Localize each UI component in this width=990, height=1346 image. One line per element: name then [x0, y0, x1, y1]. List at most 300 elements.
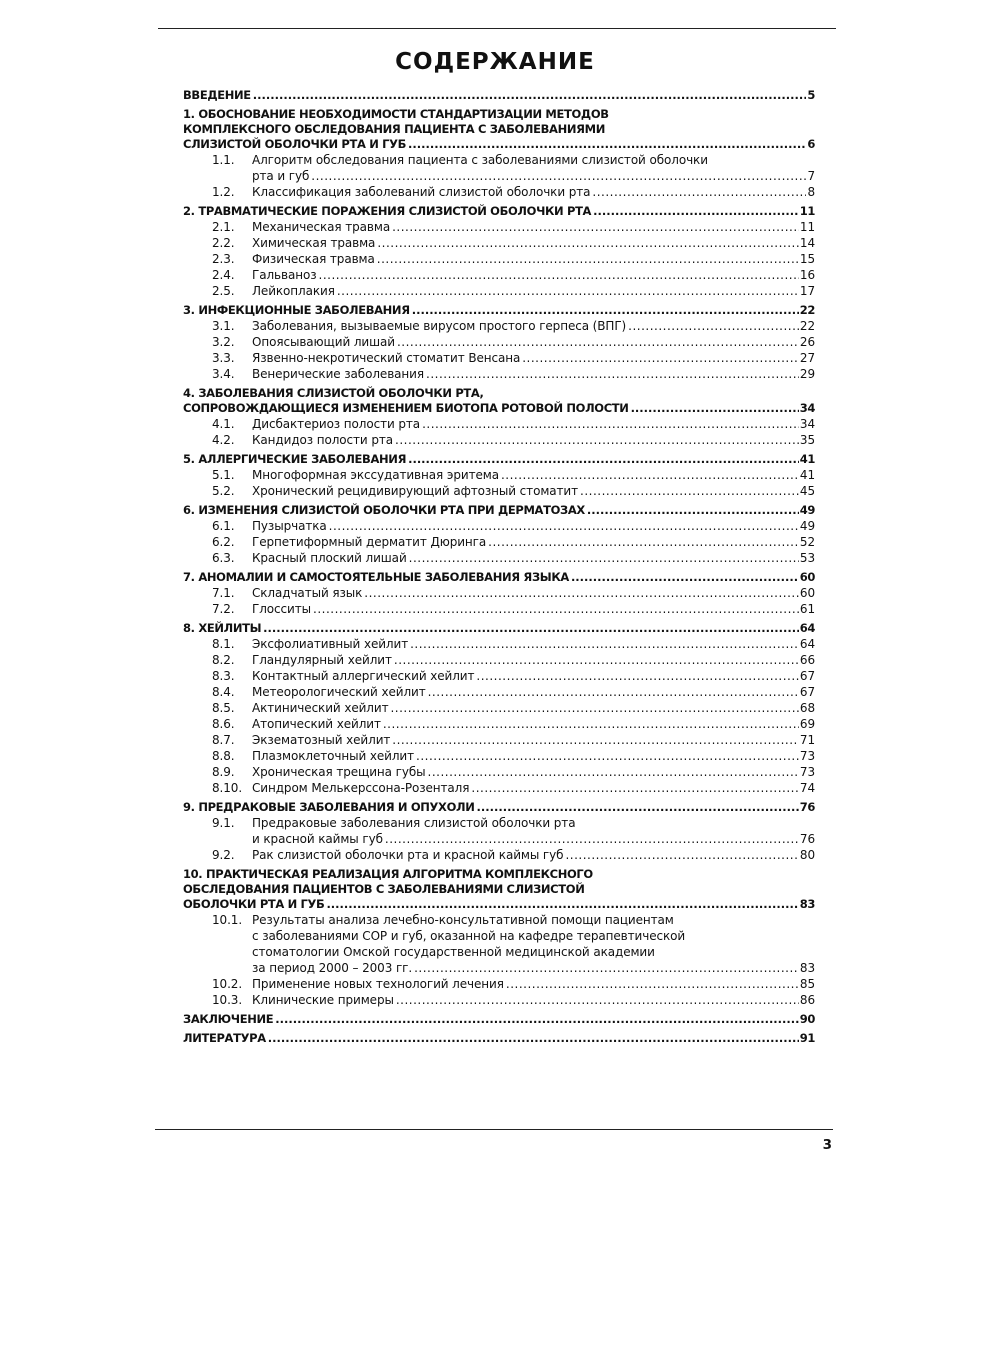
toc-page-number: 60: [799, 570, 815, 584]
toc-item-number: 8.4.: [212, 685, 235, 699]
toc-item-number: 3.4.: [212, 367, 235, 381]
toc-page-number: 27: [799, 351, 815, 365]
toc-item-title: с заболеваниями СОР и губ, оказанной на кафедре терапевтической: [252, 929, 686, 943]
toc-item-number: 3.2.: [212, 335, 235, 349]
toc-section-title: ВВЕДЕНИЕ: [183, 88, 251, 102]
toc-page-number: 73: [799, 749, 815, 763]
toc-page-number: 49: [799, 519, 815, 533]
toc-section-heading-line: [183, 137, 815, 152]
toc-page-number: 22: [799, 303, 815, 317]
toc-leader-dots: [476, 800, 798, 815]
toc-leader-dots: [488, 534, 799, 550]
toc-item-line: [183, 764, 815, 780]
toc-item-title: Кандидоз полости рта: [252, 433, 394, 447]
toc-item-line: [183, 601, 815, 617]
toc-page-number: 16: [799, 268, 815, 282]
toc-item-title: Многоформная экссудативная эритема: [252, 468, 499, 482]
toc-section-heading-line: [183, 570, 815, 585]
toc-page-number: 45: [799, 484, 815, 498]
toc-page-number: 67: [799, 685, 815, 699]
toc-leader-dots: [631, 401, 799, 416]
toc-leader-dots: [313, 601, 799, 617]
toc-page-number: 74: [799, 781, 815, 795]
toc-item-title: Эксфолиативный хейлит: [252, 637, 409, 651]
toc-leader-dots: [414, 960, 799, 976]
toc-item-title: Актинический хейлит: [252, 701, 389, 715]
toc-page-number: 34: [799, 417, 815, 431]
toc-item-number: 10.3.: [212, 993, 243, 1007]
toc-item[interactable]: [183, 684, 815, 700]
toc-section-title: 4. ЗАБОЛЕВАНИЯ СЛИЗИСТОЙ ОБОЛОЧКИ РТА,: [183, 386, 484, 400]
toc-section-heading-line: [183, 303, 815, 318]
toc-page-number: 14: [799, 236, 815, 250]
toc-item-line: [183, 780, 815, 796]
toc-item-title: Гландулярный хейлит: [252, 653, 392, 667]
toc-leader-dots: [628, 318, 799, 334]
toc-page-number: 52: [799, 535, 815, 549]
toc-item-line: [183, 318, 815, 334]
toc-leader-dots: [383, 716, 799, 732]
toc-item[interactable]: [183, 251, 815, 267]
toc-leader-dots: [329, 518, 799, 534]
toc-page-number: 68: [799, 701, 815, 715]
toc-item[interactable]: [183, 267, 815, 283]
toc-leader-dots: [396, 992, 799, 1008]
toc-page-number: 11: [799, 220, 815, 234]
toc-item-number: 8.8.: [212, 749, 235, 763]
toc-item-number: 8.5.: [212, 701, 235, 715]
toc-section[interactable]: [183, 386, 815, 448]
toc-item[interactable]: [183, 601, 815, 617]
toc-leader-dots: [408, 452, 799, 467]
toc-page-number: 17: [799, 284, 815, 298]
toc-leader-dots: [412, 303, 799, 318]
toc-item-number: 3.3.: [212, 351, 235, 365]
toc-item-title: Красный плоский лишай: [252, 551, 407, 565]
toc-leader-dots: [337, 283, 799, 299]
toc-item-line: [183, 251, 815, 267]
toc-leader-dots: [275, 1012, 798, 1027]
toc-item-line: [183, 184, 815, 200]
toc-section-title: 7. АНОМАЛИИ И САМОСТОЯТЕЛЬНЫЕ ЗАБОЛЕВАНИЯ ЯЗЫКА: [183, 570, 569, 584]
toc-item-number: 9.1.: [212, 816, 235, 830]
toc-item-title: Заболевания, вызываемые вирусом простого герпеса (ВПГ): [252, 319, 627, 333]
toc-item[interactable]: [183, 235, 815, 251]
toc-item-title: Предраковые заболевания слизистой оболочки рта: [252, 816, 576, 830]
toc-item-number: 10.2.: [212, 977, 243, 991]
toc-section-title: 8. ХЕЙЛИТЫ: [183, 621, 262, 635]
toc-leader-dots: [580, 483, 799, 499]
toc-item-number: 2.4.: [212, 268, 235, 282]
toc-page-number: 34: [799, 401, 815, 415]
toc-item[interactable]: [183, 764, 815, 780]
toc-item-title: Контактный аллергический хейлит: [252, 669, 475, 683]
toc-page-number: 22: [799, 319, 815, 333]
toc-item-title: Клинические примеры: [252, 993, 394, 1007]
toc-item-line: [183, 992, 815, 1008]
toc-leader-dots: [428, 684, 799, 700]
toc-item[interactable]: [183, 483, 815, 499]
toc-item-number: 8.10.: [212, 781, 243, 795]
toc-item[interactable]: [183, 550, 815, 566]
toc-item[interactable]: [183, 652, 815, 668]
toc-page-number: 91: [799, 1031, 815, 1045]
toc-page-number: 85: [799, 977, 815, 991]
toc-item[interactable]: [183, 366, 815, 382]
toc-section-heading-line: [183, 867, 815, 882]
toc-item-title: Рак слизистой оболочки рта и красной каймы губ: [252, 848, 564, 862]
toc-leader-dots: [268, 1031, 799, 1046]
toc-item-title: Химическая травма: [252, 236, 376, 250]
toc-section-heading-line: [183, 401, 815, 416]
toc-leader-dots: [394, 652, 799, 668]
toc-section-heading-line: [183, 122, 815, 137]
toc-item-title: Экзематозный хейлит: [252, 733, 391, 747]
toc-item-line: [183, 847, 815, 863]
toc-section[interactable]: [183, 107, 815, 200]
toc-page-number: 6: [807, 137, 815, 151]
toc-item[interactable]: [183, 976, 815, 992]
toc-item-title: Лейкоплакия: [252, 284, 335, 298]
toc-leader-dots: [319, 267, 799, 283]
toc-item-number: 6.2.: [212, 535, 235, 549]
toc-page-number: 5: [807, 88, 815, 102]
toc-page-number: 26: [799, 335, 815, 349]
toc-page-number: 73: [799, 765, 815, 779]
toc-item-line: [183, 960, 815, 976]
toc-page-number: 64: [799, 621, 815, 635]
toc-page-number: 60: [799, 586, 815, 600]
toc-section-heading-line: [183, 621, 815, 636]
toc-page-number: 76: [799, 832, 815, 846]
page-title: СОДЕРЖАНИЕ: [395, 49, 595, 75]
toc-item[interactable]: [183, 636, 815, 652]
toc-leader-dots: [364, 585, 799, 601]
toc-page-number: 67: [799, 669, 815, 683]
toc-item-title: и красной каймы губ: [252, 832, 383, 846]
toc-item-title: Синдром Мелькерссона-Розенталя: [252, 781, 470, 795]
toc-leader-dots: [377, 235, 799, 251]
toc-page-number: 64: [799, 637, 815, 651]
toc-item-line: [183, 944, 815, 960]
toc-section-title: КОМПЛЕКСНОГО ОБСЛЕДОВАНИЯ ПАЦИЕНТА С ЗАБОЛЕВАНИЯМИ: [183, 122, 606, 136]
toc-item-line: [183, 636, 815, 652]
toc-item-line: [183, 550, 815, 566]
toc-leader-dots: [571, 570, 799, 585]
toc-section[interactable]: [183, 88, 815, 103]
toc-item[interactable]: [183, 847, 815, 863]
toc-page-number: 83: [799, 897, 815, 911]
toc-section-heading-line: [183, 800, 815, 815]
toc-page-number: 7: [807, 169, 815, 183]
toc-leader-dots: [408, 137, 806, 152]
toc-leader-dots: [326, 897, 798, 912]
toc-section[interactable]: [183, 503, 815, 566]
toc-page-number: 8: [807, 185, 815, 199]
toc-item-title: за период 2000 – 2003 гг.: [252, 961, 413, 975]
toc-section-heading-line: [183, 503, 815, 518]
toc-section-heading-line: [183, 897, 815, 912]
toc-item-line: [183, 684, 815, 700]
toc-item-number: 3.1.: [212, 319, 235, 333]
toc-page-number: 90: [799, 1012, 815, 1026]
toc-item-number: 1.1.: [212, 153, 235, 167]
toc-page-number: 76: [799, 800, 815, 814]
toc-section[interactable]: [183, 800, 815, 863]
toc-leader-dots: [253, 88, 807, 103]
toc-leader-dots: [392, 219, 799, 235]
toc-section-heading-line: [183, 88, 815, 103]
toc-item[interactable]: [183, 780, 815, 796]
toc-item-title: Физическая травма: [252, 252, 375, 266]
toc-item[interactable]: [183, 668, 815, 684]
toc-item-title: Результаты анализа лечебно-консультативной помощи пациентам: [252, 913, 674, 927]
toc-item-title: стоматологии Омской государственной медицинской академии: [252, 945, 655, 959]
toc-leader-dots: [593, 204, 799, 219]
toc-item-line: [183, 168, 815, 184]
toc-item-title: Глосситы: [252, 602, 311, 616]
toc-item-title: Механическая травма: [252, 220, 391, 234]
toc-item-line: [183, 700, 815, 716]
toc-item-line: [183, 467, 815, 483]
toc-leader-dots: [501, 467, 799, 483]
top-rule: [158, 28, 836, 29]
toc-leader-dots: [385, 831, 799, 847]
bottom-rule: [155, 1129, 833, 1130]
toc-page-number: 11: [799, 204, 815, 218]
toc-section[interactable]: [183, 621, 815, 796]
toc-section-title: ОБСЛЕДОВАНИЯ ПАЦИЕНТОВ С ЗАБОЛЕВАНИЯМИ СЛИЗИСТОЙ: [183, 882, 585, 896]
toc-item-line: [183, 334, 815, 350]
toc-item-line: [183, 483, 815, 499]
toc-item[interactable]: [183, 912, 815, 976]
toc-item-title: Гальваноз: [252, 268, 317, 282]
toc-section-heading-line: [183, 107, 815, 122]
toc-item[interactable]: [183, 815, 815, 847]
toc-section[interactable]: [183, 570, 815, 617]
toc-item[interactable]: [183, 716, 815, 732]
toc-item-number: 6.1.: [212, 519, 235, 533]
toc-item-number: 2.2.: [212, 236, 235, 250]
toc-leader-dots: [395, 432, 799, 448]
toc-item-line: [183, 283, 815, 299]
toc-item-line: [183, 928, 815, 944]
toc-item-number: 1.2.: [212, 185, 235, 199]
toc-item-number: 8.3.: [212, 669, 235, 683]
toc-item-title: Атопический хейлит: [252, 717, 381, 731]
toc-leader-dots: [426, 366, 799, 382]
toc-item[interactable]: [183, 184, 815, 200]
toc-item-title: Классификация заболеваний слизистой оболочки рта: [252, 185, 591, 199]
toc-item-line: [183, 716, 815, 732]
toc-item-number: 8.7.: [212, 733, 235, 747]
toc-item-line: [183, 518, 815, 534]
toc-page-number: 80: [799, 848, 815, 862]
toc-leader-dots: [409, 550, 799, 566]
toc-page-number: 83: [799, 961, 815, 975]
toc-item-number: 10.1.: [212, 913, 243, 927]
toc-item-line: [183, 976, 815, 992]
toc-item-line: [183, 652, 815, 668]
toc-item-number: 4.1.: [212, 417, 235, 431]
toc-section[interactable]: [183, 303, 815, 382]
toc-item[interactable]: [183, 748, 815, 764]
toc-leader-dots: [592, 184, 806, 200]
toc-item-title: Хронический рецидивирующий афтозный стоматит: [252, 484, 578, 498]
toc-item-title: Язвенно-некротический стоматит Венсана: [252, 351, 521, 365]
toc-item-number: 5.1.: [212, 468, 235, 482]
toc-item[interactable]: [183, 992, 815, 1008]
toc-item[interactable]: [183, 350, 815, 366]
toc-leader-dots: [263, 621, 799, 636]
page-number: 3: [822, 1137, 832, 1153]
toc-section-heading-line: [183, 1012, 815, 1027]
toc-section-title: ЗАКЛЮЧЕНИЕ: [183, 1012, 274, 1026]
toc-item-line: [183, 534, 815, 550]
toc-page-number: 66: [799, 653, 815, 667]
toc-item[interactable]: [183, 432, 815, 448]
toc-leader-dots: [565, 847, 798, 863]
toc-item-line: [183, 152, 815, 168]
toc-item-line: [183, 815, 815, 831]
toc-item-number: 2.1.: [212, 220, 235, 234]
toc-leader-dots: [522, 350, 799, 366]
toc-item-title: Герпетиформный дерматит Дюринга: [252, 535, 487, 549]
toc-item-title: Хроническая трещина губы: [252, 765, 426, 779]
toc-section-title: 2. ТРАВМАТИЧЕСКИЕ ПОРАЖЕНИЯ СЛИЗИСТОЙ ОБОЛОЧКИ РТА: [183, 204, 592, 218]
toc-item-number: 8.2.: [212, 653, 235, 667]
toc-item-line: [183, 267, 815, 283]
toc-section-title: 9. ПРЕДРАКОВЫЕ ЗАБОЛЕВАНИЯ И ОПУХОЛИ: [183, 800, 475, 814]
toc-item-number: 2.3.: [212, 252, 235, 266]
toc-item-number: 9.2.: [212, 848, 235, 862]
toc-section-title: 6. ИЗМЕНЕНИЯ СЛИЗИСТОЙ ОБОЛОЧКИ РТА ПРИ ДЕРМАТОЗАХ: [183, 503, 585, 517]
toc-item-line: [183, 235, 815, 251]
toc-item[interactable]: [183, 467, 815, 483]
toc-item-number: 2.5.: [212, 284, 235, 298]
toc-item-title: Плазмоклеточный хейлит: [252, 749, 415, 763]
toc-item-line: [183, 831, 815, 847]
toc-item[interactable]: [183, 283, 815, 299]
toc-page-number: 69: [799, 717, 815, 731]
toc-section[interactable]: [183, 867, 815, 1008]
toc-page-number: 15: [799, 252, 815, 266]
toc-section-title: ОБОЛОЧКИ РТА И ГУБ: [183, 897, 325, 911]
toc-item[interactable]: [183, 534, 815, 550]
toc-page-number: 35: [799, 433, 815, 447]
toc-section[interactable]: [183, 204, 815, 299]
toc-page-number: 53: [799, 551, 815, 565]
toc-section-title: 10. ПРАКТИЧЕСКАЯ РЕАЛИЗАЦИЯ АЛГОРИТМА КОМПЛЕКСНОГО: [183, 867, 593, 881]
toc-page-number: 49: [799, 503, 815, 517]
toc-item-title: Складчатый язык: [252, 586, 363, 600]
toc-leader-dots: [377, 251, 799, 267]
toc-item-number: 4.2.: [212, 433, 235, 447]
toc-item[interactable]: [183, 416, 815, 432]
toc-leader-dots: [410, 636, 799, 652]
toc-item[interactable]: [183, 318, 815, 334]
toc-item[interactable]: [183, 152, 815, 184]
toc-item-title: Дисбактериоз полости рта: [252, 417, 421, 431]
toc-item-title: Опоясывающий лишай: [252, 335, 395, 349]
toc-item[interactable]: [183, 585, 815, 601]
toc-item-title: Применение новых технологий лечения: [252, 977, 504, 991]
toc-item-title: Пузырчатка: [252, 519, 327, 533]
toc-section[interactable]: [183, 452, 815, 499]
toc-leader-dots: [428, 764, 799, 780]
toc-section-heading-line: [183, 452, 815, 467]
toc-item-line: [183, 219, 815, 235]
toc-item-number: 8.9.: [212, 765, 235, 779]
toc-item-number: 8.1.: [212, 637, 235, 651]
toc-section-title: СЛИЗИСТОЙ ОБОЛОЧКИ РТА И ГУБ: [183, 137, 407, 151]
toc-item-title: Метеорологический хейлит: [252, 685, 426, 699]
toc-leader-dots: [397, 334, 799, 350]
toc-item-number: 8.6.: [212, 717, 235, 731]
toc-page-number: 29: [799, 367, 815, 381]
toc-item-number: 7.2.: [212, 602, 235, 616]
toc-leader-dots: [392, 732, 799, 748]
toc-item[interactable]: [183, 732, 815, 748]
toc-leader-dots: [587, 503, 799, 518]
toc-item-number: 7.1.: [212, 586, 235, 600]
toc-section[interactable]: [183, 1031, 815, 1046]
toc-page-number: 71: [799, 733, 815, 747]
toc-section-title: 5. АЛЛЕРГИЧЕСКИЕ ЗАБОЛЕВАНИЯ: [183, 452, 407, 466]
toc-page-number: 61: [799, 602, 815, 616]
toc-section-title: 1. ОБОСНОВАНИЕ НЕОБХОДИМОСТИ СТАНДАРТИЗАЦИИ МЕТОДОВ: [183, 107, 609, 121]
toc-section[interactable]: [183, 1012, 815, 1027]
toc-section-title: 3. ИНФЕКЦИОННЫЕ ЗАБОЛЕВАНИЯ: [183, 303, 410, 317]
toc-item-line: [183, 350, 815, 366]
toc-leader-dots: [416, 748, 799, 764]
toc-leader-dots: [476, 668, 799, 684]
toc-item-line: [183, 732, 815, 748]
toc-item-number: 5.2.: [212, 484, 235, 498]
table-of-contents: [183, 88, 815, 1046]
toc-item[interactable]: [183, 700, 815, 716]
toc-item-title: Венерические заболевания: [252, 367, 424, 381]
toc-item-number: 6.3.: [212, 551, 235, 565]
toc-page-number: 41: [799, 468, 815, 482]
toc-item-title: рта и губ: [252, 169, 310, 183]
toc-item-line: [183, 432, 815, 448]
toc-item[interactable]: [183, 219, 815, 235]
toc-item[interactable]: [183, 518, 815, 534]
toc-leader-dots: [422, 416, 799, 432]
toc-leader-dots: [390, 700, 798, 716]
toc-item-line: [183, 748, 815, 764]
toc-section-heading-line: [183, 1031, 815, 1046]
toc-item-line: [183, 668, 815, 684]
toc-section-heading-line: [183, 386, 815, 401]
toc-item-line: [183, 416, 815, 432]
toc-leader-dots: [506, 976, 799, 992]
toc-section-heading-line: [183, 204, 815, 219]
toc-item-line: [183, 912, 815, 928]
toc-item-line: [183, 585, 815, 601]
toc-leader-dots: [311, 168, 806, 184]
toc-section-title: ЛИТЕРАТУРА: [183, 1031, 266, 1045]
toc-item-title: Алгоритм обследования пациента с заболеваниями слизистой оболочки: [252, 153, 708, 167]
toc-section-heading-line: [183, 882, 815, 897]
toc-page-number: 41: [799, 452, 815, 466]
toc-section-title: СОПРОВОЖДАЮЩИЕСЯ ИЗМЕНЕНИЕМ БИОТОПА РОТОВОЙ ПОЛОСТИ: [183, 401, 629, 415]
toc-leader-dots: [471, 780, 799, 796]
toc-page-number: 86: [799, 993, 815, 1007]
toc-item-line: [183, 366, 815, 382]
toc-item[interactable]: [183, 334, 815, 350]
